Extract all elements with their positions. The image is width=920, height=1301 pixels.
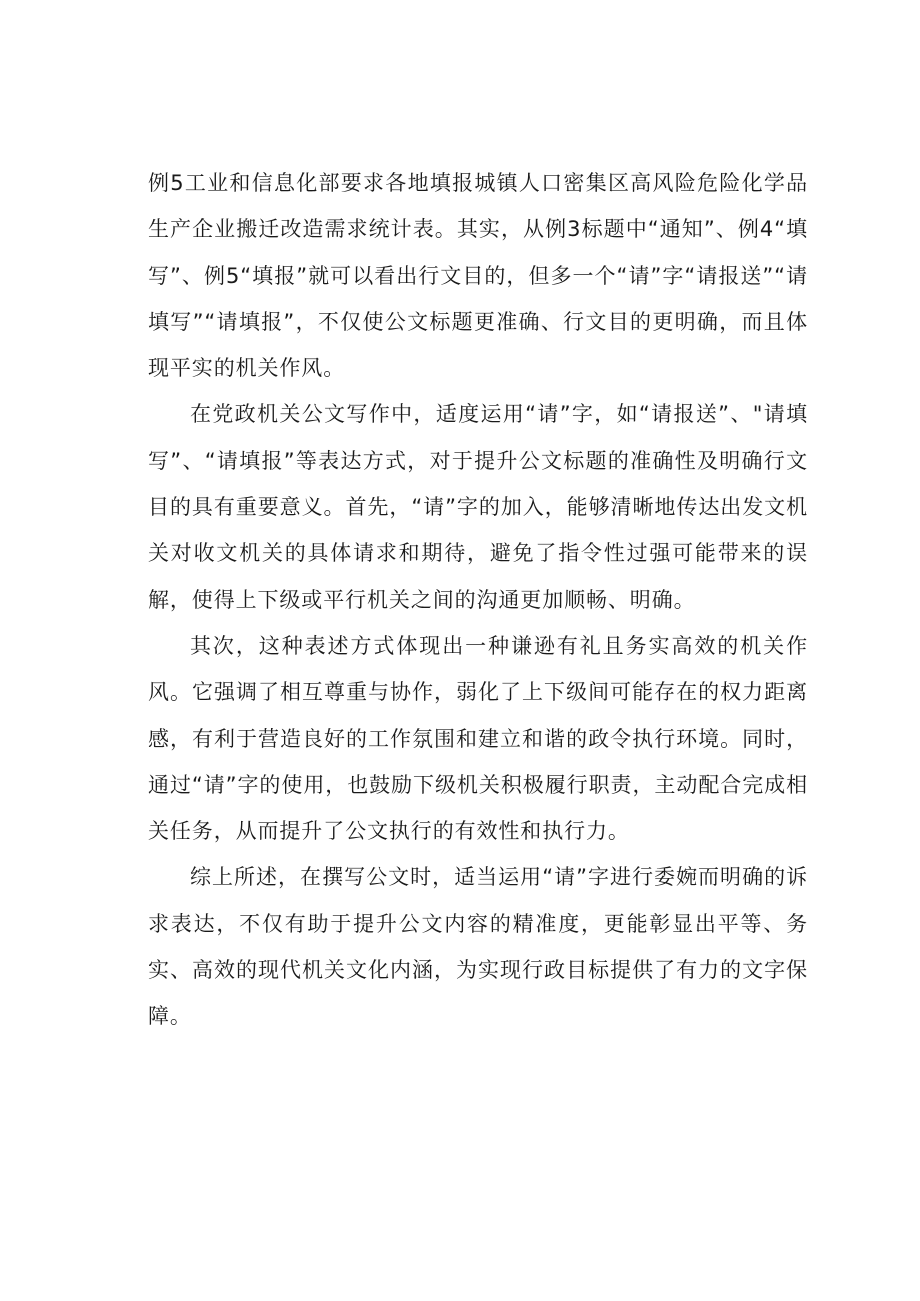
paragraph-1: 例5工业和信息化部要求各地填报城镇人口密集区高风险危险化学品生产企业搬迁改造需求统计表。其实，从例3标题中“通知”、例4“填写”、例5“填报”就可以看出行文目的，但多一个“请”字“请报送”“请填写”“请填报”，不仅使公文标题更准确、行文目的更明确，而且体现平实的机关作风。: [148, 171, 808, 381]
paragraph-3: 其次，这种表述方式体现出一种谦逊有礼且务实高效的机关作风。它强调了相互尊重与协作，弱化了上下级间可能存在的权力距离感，有利于营造良好的工作氛围和建立和谐的政令执行环境。同时，通过“请”字的使用，也鼓励下级机关积极履行职责，主动配合完成相关任务，从而提升了公文执行的有效性和执行力。: [148, 633, 808, 844]
paragraph-4: 综上所述，在撰写公文时，适当运用“请”字进行委婉而明确的诉求表达，不仅有助于提升公文内容的精准度，更能彰显出平等、务实、高效的现代机关文化内涵，为实现行政目标提供了有力的文字保障。: [148, 865, 808, 1029]
paragraph-2: 在党政机关公文写作中，适度运用“请”字，如“请报送”、"请填写”、“请填报”等表达方式，对于提升公文标题的准确性及明确行文目的具有重要意义。首先，“请”字的加入，能够清晰地传达出发文机关对收文机关的具体请求和期待，避免了指令性过强可能带来的误解，使得上下级或平行机关之间的沟通更加顺畅、明确。: [148, 402, 808, 612]
document-body: [148, 160, 808, 1040]
